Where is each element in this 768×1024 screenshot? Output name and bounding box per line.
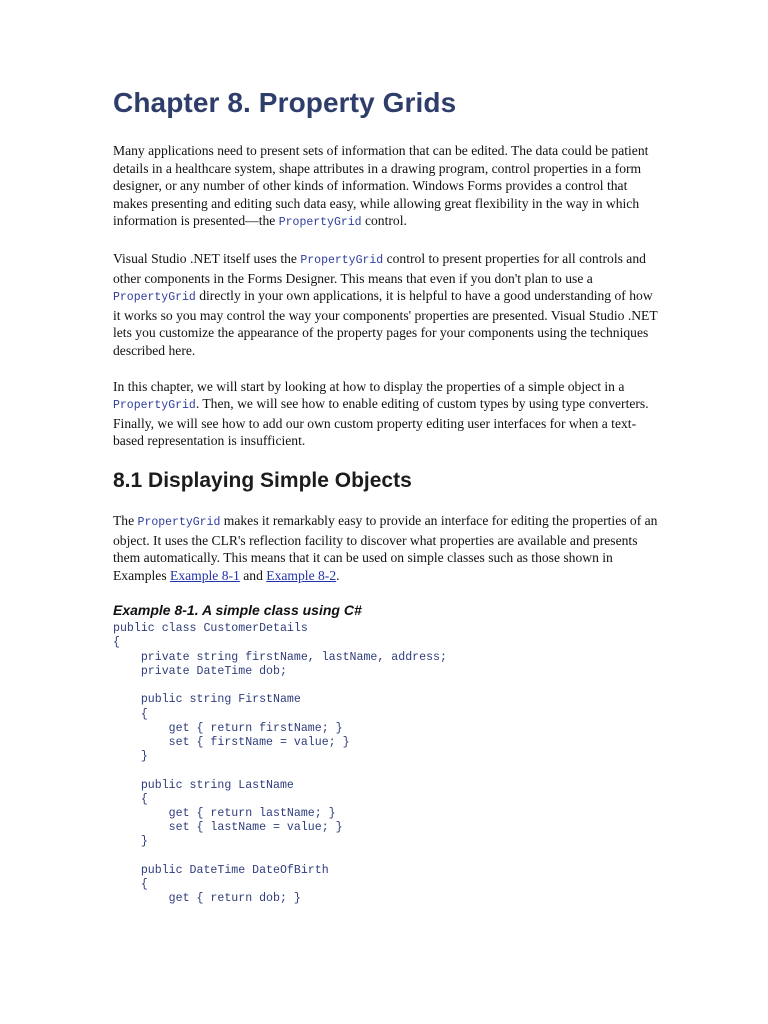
code-listing: public class CustomerDetails { private string firstName, lastName, address; private DateTime dob; public string FirstName { get { return firstName; } set { firstName = value; } } public string LastName { get { return lastName; } set { lastName = value; } } public DateTime DateOfBirth { get { return dob; } (113, 622, 447, 906)
intro-paragraph-1-tail: control. (361, 213, 407, 229)
intro-paragraph-1 (113, 142, 658, 232)
section-paragraph-1-text-2: makes it remarkably easy to provide an interface for editing the properties of an object. It uses the CLR's reflection facility to discover what properties are available and presents them automatically. This means that it can be used on simple classes such as those shown in Examples (113, 512, 658, 583)
intro-paragraph-3-text-2: . Then, we will see how to enable editing of custom types by using type converters. Finally, we will see how to add our own custom property editing user interfaces for when a text-based representation is insufficient. (113, 396, 649, 449)
intro-paragraph-2-text-3: directly in your own applications, it is helpful to have a good understanding of how it works so you may control the way your components' properties are presented. Visual Studio .NET lets you customize the appearance of the property pages for your components using the techniques described here. (113, 288, 658, 358)
document-page (113, 86, 658, 906)
section-paragraph-1-text-4: . (336, 567, 340, 583)
intro-paragraph-2 (113, 250, 658, 360)
inline-code-propertygrid: PropertyGrid (300, 253, 384, 267)
intro-paragraph-2-text-2: control to present properties for all controls and other components in the Forms Designer. This means that even if you don't plan to use a (113, 250, 646, 286)
inline-code-propertygrid: PropertyGrid (278, 216, 362, 230)
section-paragraph-1 (113, 512, 658, 584)
section-title: 8.1 Displaying Simple Objects (113, 468, 412, 492)
inline-code-propertygrid: PropertyGrid (137, 515, 221, 529)
inline-code-propertygrid: PropertyGrid (113, 291, 196, 305)
section-paragraph-1-text-1: The (113, 512, 138, 528)
inline-code-propertygrid: PropertyGrid (113, 399, 196, 413)
intro-paragraph-3 (113, 378, 658, 450)
example-title: Example 8-1. A simple class using C# (113, 602, 362, 619)
intro-paragraph-1-text: Many applications need to present sets of information that can be edited. The data could be patient details in a healthcare system, shape attributes in a drawing program, control properties in a form designer, or any number of other kinds of information. Windows Forms provides a control that makes presenting and editing such data easy, while allowing great flexibility in the way in which information is presented—the (113, 143, 649, 229)
intro-paragraph-2-text-1: Visual Studio .NET itself uses the (113, 250, 301, 266)
intro-paragraph-3-text-1: In this chapter, we will start by looking at how to display the properties of a simple object in a (113, 378, 625, 394)
example-8-2-link[interactable]: Example 8-2 (266, 567, 337, 583)
chapter-title: Chapter 8. Property Grids (113, 87, 457, 118)
section-paragraph-1-text-3: and (239, 567, 267, 583)
example-8-1-link[interactable]: Example 8-1 (170, 567, 240, 583)
